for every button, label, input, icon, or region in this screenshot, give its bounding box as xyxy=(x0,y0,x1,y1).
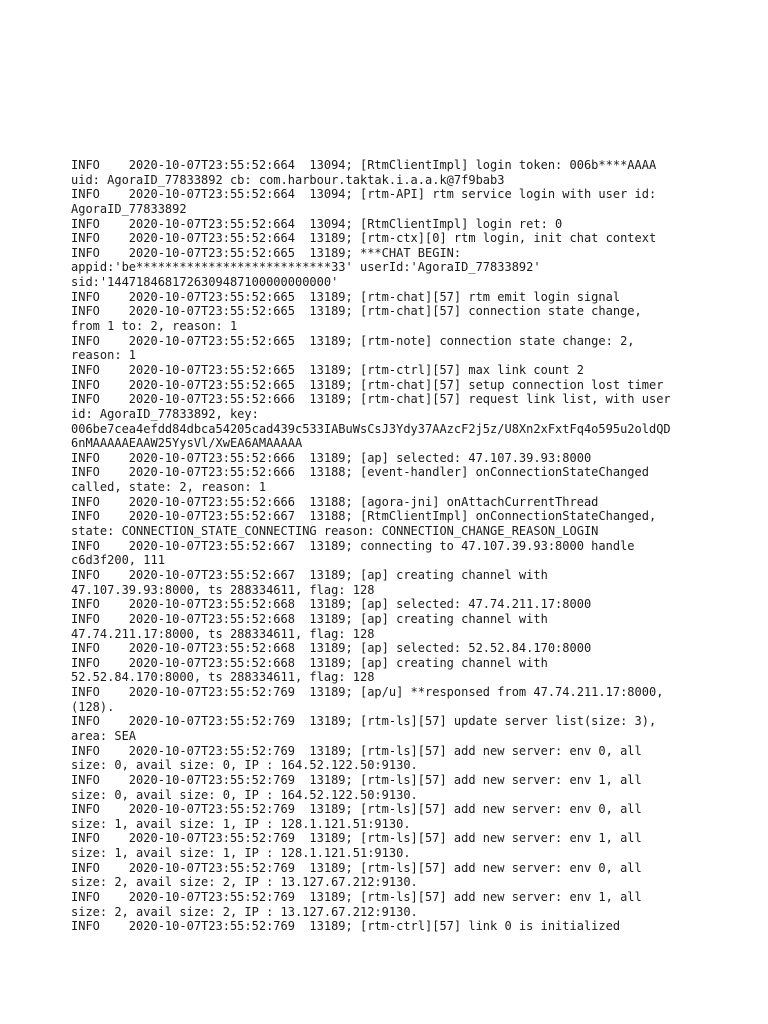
log-line: INFO 2020-10-07T23:55:52:668 13189; [ap] creating channel with xyxy=(71,611,548,626)
log-line: INFO 2020-10-07T23:55:52:666 13188; [agora-jni] onAttachCurrentThread xyxy=(71,494,599,509)
log-line: INFO 2020-10-07T23:55:52:769 13189; [rtm-ls][57] add new server: env 0, all xyxy=(71,860,642,875)
log-line: INFO 2020-10-07T23:55:52:665 13189; [rtm-ctrl][57] max link count 2 xyxy=(71,362,584,377)
log-line: size: 0, avail size: 0, IP : 164.52.122.50:9130. xyxy=(71,758,418,773)
log-text-block xyxy=(71,158,711,934)
log-line: INFO 2020-10-07T23:55:52:666 13189; [ap] selected: 47.107.39.93:8000 xyxy=(71,450,592,465)
log-line: area: SEA xyxy=(71,728,137,743)
log-line: INFO 2020-10-07T23:55:52:769 13189; [rtm-ctrl][57] link 0 is initialized xyxy=(71,919,621,934)
log-line: INFO 2020-10-07T23:55:52:665 13189; [rtm-chat][57] setup connection lost timer xyxy=(71,377,664,392)
log-line: size: 1, avail size: 1, IP : 128.1.121.51:9130. xyxy=(71,816,411,831)
log-line: INFO 2020-10-07T23:55:52:769 13189; [rtm-ls][57] add new server: env 1, all xyxy=(71,890,642,905)
log-line: (128). xyxy=(71,699,115,714)
log-line: INFO 2020-10-07T23:55:52:668 13189; [ap] selected: 47.74.211.17:8000 xyxy=(71,597,592,612)
log-line: INFO 2020-10-07T23:55:52:665 13189; ***CHAT BEGIN: xyxy=(71,245,462,260)
log-line: INFO 2020-10-07T23:55:52:668 13189; [ap] selected: 52.52.84.170:8000 xyxy=(71,641,592,656)
log-line: 006be7cea4efdd84dbca54205cad439c533IABuWsCsJ3Ydy37AAzcF2j5z/U8Xn2xFxtFq4o595u2oldQD xyxy=(71,421,671,436)
log-line: INFO 2020-10-07T23:55:52:667 13189; [ap] creating channel with xyxy=(71,567,548,582)
log-line: sid:'1447184681726309487100000000000' xyxy=(71,275,339,290)
log-line: size: 2, avail size: 2, IP : 13.127.67.212:9130. xyxy=(71,875,418,890)
log-line: INFO 2020-10-07T23:55:52:667 13188; [RtmClientImpl] onConnectionStateChanged, xyxy=(71,509,657,524)
log-line: INFO 2020-10-07T23:55:52:664 13189; [rtm-ctx][0] rtm login, init chat context xyxy=(71,231,657,246)
log-line: appid:'be***************************33' userId:'AgoraID_77833892' xyxy=(71,260,541,275)
log-line: INFO 2020-10-07T23:55:52:769 13189; [rtm-ls][57] add new server: env 0, all xyxy=(71,743,642,758)
log-line: INFO 2020-10-07T23:55:52:769 13189; [rtm-ls][57] add new server: env 1, all xyxy=(71,831,642,846)
log-line: INFO 2020-10-07T23:55:52:668 13189; [ap] creating channel with xyxy=(71,655,548,670)
log-line: 47.107.39.93:8000, ts 288334611, flag: 128 xyxy=(71,582,375,597)
log-line: INFO 2020-10-07T23:55:52:769 13189; [rtm-ls][57] update server list(size: 3), xyxy=(71,714,657,729)
log-line: AgoraID_77833892 xyxy=(71,201,187,216)
log-line: called, state: 2, reason: 1 xyxy=(71,480,267,495)
log-line: INFO 2020-10-07T23:55:52:769 13189; [rtm-ls][57] add new server: env 1, all xyxy=(71,772,642,787)
log-line: INFO 2020-10-07T23:55:52:665 13189; [rtm-chat][57] rtm emit login signal xyxy=(71,289,621,304)
log-line: id: AgoraID_77833892, key: xyxy=(71,406,259,421)
log-line: INFO 2020-10-07T23:55:52:667 13189; connecting to 47.107.39.93:8000 handle xyxy=(71,538,635,553)
log-line: 6nMAAAAAEAAW25YysVl/XwEA6AMAAAAA xyxy=(71,436,303,451)
log-line: state: CONNECTION_STATE_CONNECTING reason: CONNECTION_CHANGE_REASON_LOGIN xyxy=(71,524,599,539)
log-line: from 1 to: 2, reason: 1 xyxy=(71,319,238,334)
log-line: uid: AgoraID_77833892 cb: com.harbour.taktak.i.a.a.k@7f9bab3 xyxy=(71,172,505,187)
log-line: INFO 2020-10-07T23:55:52:664 13094; [RtmClientImpl] login token: 006b****AAAA xyxy=(71,158,657,172)
log-line: INFO 2020-10-07T23:55:52:665 13189; [rtm-note] connection state change: 2, xyxy=(71,333,635,348)
log-line: INFO 2020-10-07T23:55:52:769 13189; [ap/u] **responsed from 47.74.211.17:8000, xyxy=(71,685,664,700)
log-line: INFO 2020-10-07T23:55:52:666 13188; [event-handler] onConnectionStateChanged xyxy=(71,465,649,480)
log-line: INFO 2020-10-07T23:55:52:769 13189; [rtm-ls][57] add new server: env 0, all xyxy=(71,802,642,817)
log-line: size: 1, avail size: 1, IP : 128.1.121.51:9130. xyxy=(71,846,411,861)
log-line: INFO 2020-10-07T23:55:52:666 13189; [rtm-chat][57] request link list, with user xyxy=(71,392,671,407)
log-line: 52.52.84.170:8000, ts 288334611, flag: 128 xyxy=(71,670,375,685)
log-line: 47.74.211.17:8000, ts 288334611, flag: 128 xyxy=(71,626,375,641)
log-line: size: 0, avail size: 0, IP : 164.52.122.50:9130. xyxy=(71,787,418,802)
log-line: INFO 2020-10-07T23:55:52:664 13094; [RtmClientImpl] login ret: 0 xyxy=(71,216,563,231)
log-line: reason: 1 xyxy=(71,348,137,363)
log-line: INFO 2020-10-07T23:55:52:665 13189; [rtm-chat][57] connection state change, xyxy=(71,304,642,319)
log-line: size: 2, avail size: 2, IP : 13.127.67.212:9130. xyxy=(71,904,418,919)
log-line: c6d3f200, 111 xyxy=(71,553,165,568)
log-line: INFO 2020-10-07T23:55:52:664 13094; [rtm-API] rtm service login with user id: xyxy=(71,187,657,202)
